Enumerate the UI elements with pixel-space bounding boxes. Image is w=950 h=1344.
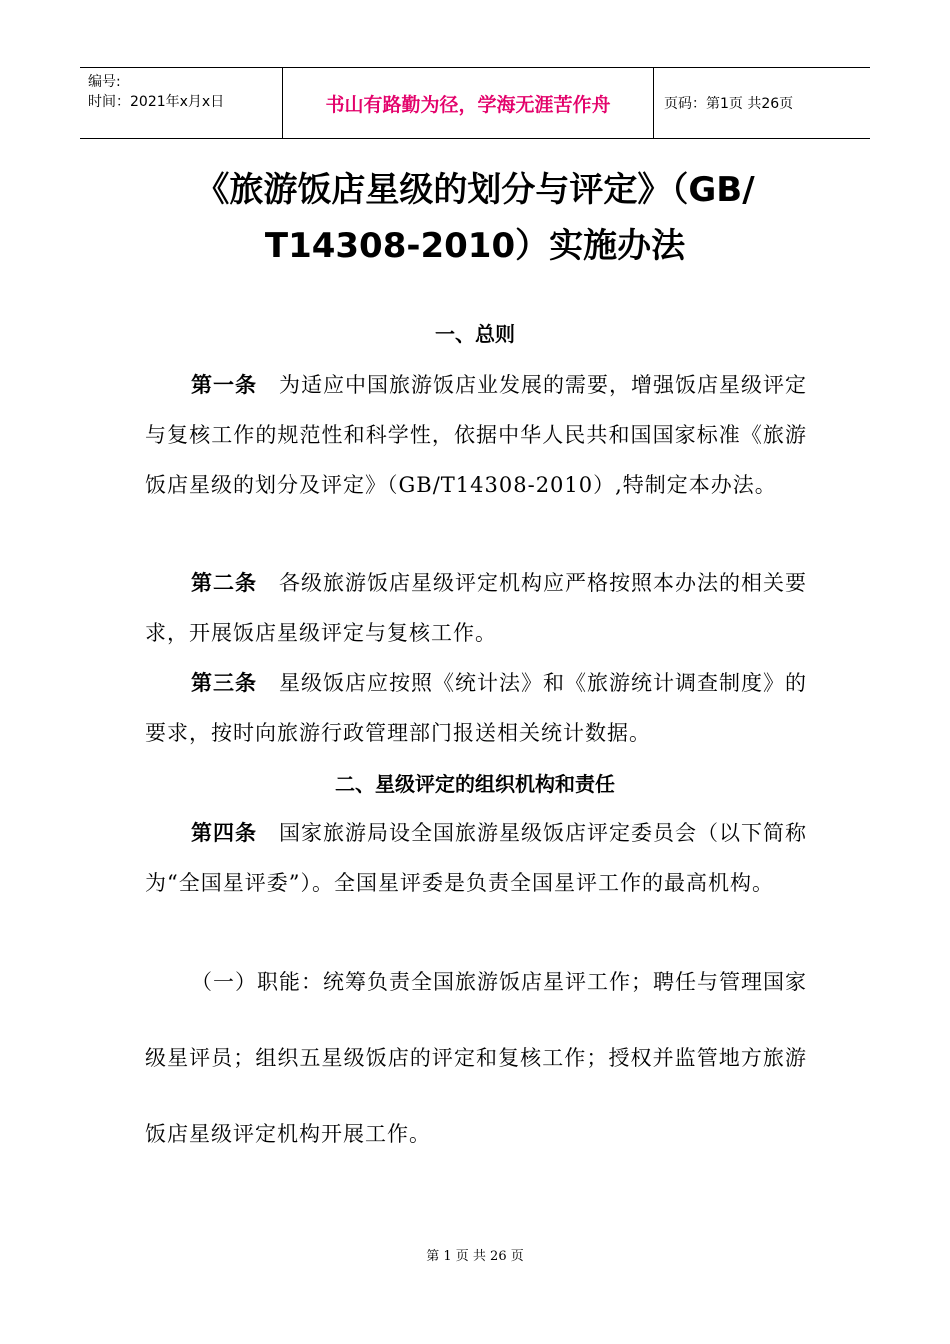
- document-title: [120, 162, 830, 274]
- article-1-text: 为适应中国旅游饭店业发展的需要，增强饭店星级评定与复核工作的规范性和科学性，依据中华人民共和国国家标准《旅游饭店星级的划分及评定》（GB/T14308-2010）,特制定本办法。: [145, 373, 807, 497]
- title-line-2: T14308-2010）实施办法: [264, 226, 686, 266]
- article-2: [145, 558, 807, 658]
- header-meta: [80, 68, 282, 138]
- item-1-duties: （一）职能：统筹负责全国旅游饭店星评工作；聘任与管理国家级星评员；组织五星级饭店的评定和复核工作；授权并监管地方旅游饭店星级评定机构开展工作。: [145, 970, 807, 1146]
- article-1: [145, 360, 807, 510]
- article-2-label: 第二条: [191, 571, 257, 595]
- article-3-text: 星级饭店应按照《统计法》和《旅游统计调查制度》的要求，按时向旅游行政管理部门报送相关统计数据。: [145, 671, 807, 745]
- article-4-label: 第四条: [191, 821, 257, 845]
- article-4: [145, 808, 807, 908]
- article-4-text: 国家旅游局设全国旅游星级饭店评定委员会（以下简称为“全国星评委”）。全国星评委是负责全国星评工作的最高机构。: [145, 821, 807, 895]
- title-line-1: 《旅游饭店星级的划分与评定》（GB/: [195, 170, 755, 210]
- article-1-label: 第一条: [191, 373, 257, 397]
- article-2-text: 各级旅游饭店星级评定机构应严格按照本办法的相关要求，开展饭店星级评定与复核工作。: [145, 571, 807, 645]
- article-3-label: 第三条: [191, 671, 257, 695]
- header-page-info: 页码：第1页 共26页: [664, 96, 794, 112]
- document-header: [80, 67, 870, 139]
- page-footer: 第 1 页 共 26 页: [426, 1249, 524, 1264]
- article-3: [145, 658, 807, 758]
- time-label: 时间：2021年x月x日: [88, 94, 225, 110]
- section-heading-organization: 二、星级评定的组织机构和责任: [335, 772, 615, 796]
- number-label: 编号:: [88, 74, 121, 90]
- section-heading-general: 一、总则: [435, 322, 515, 346]
- header-motto: 书山有路勤为径，学海无涯苦作舟: [282, 68, 654, 138]
